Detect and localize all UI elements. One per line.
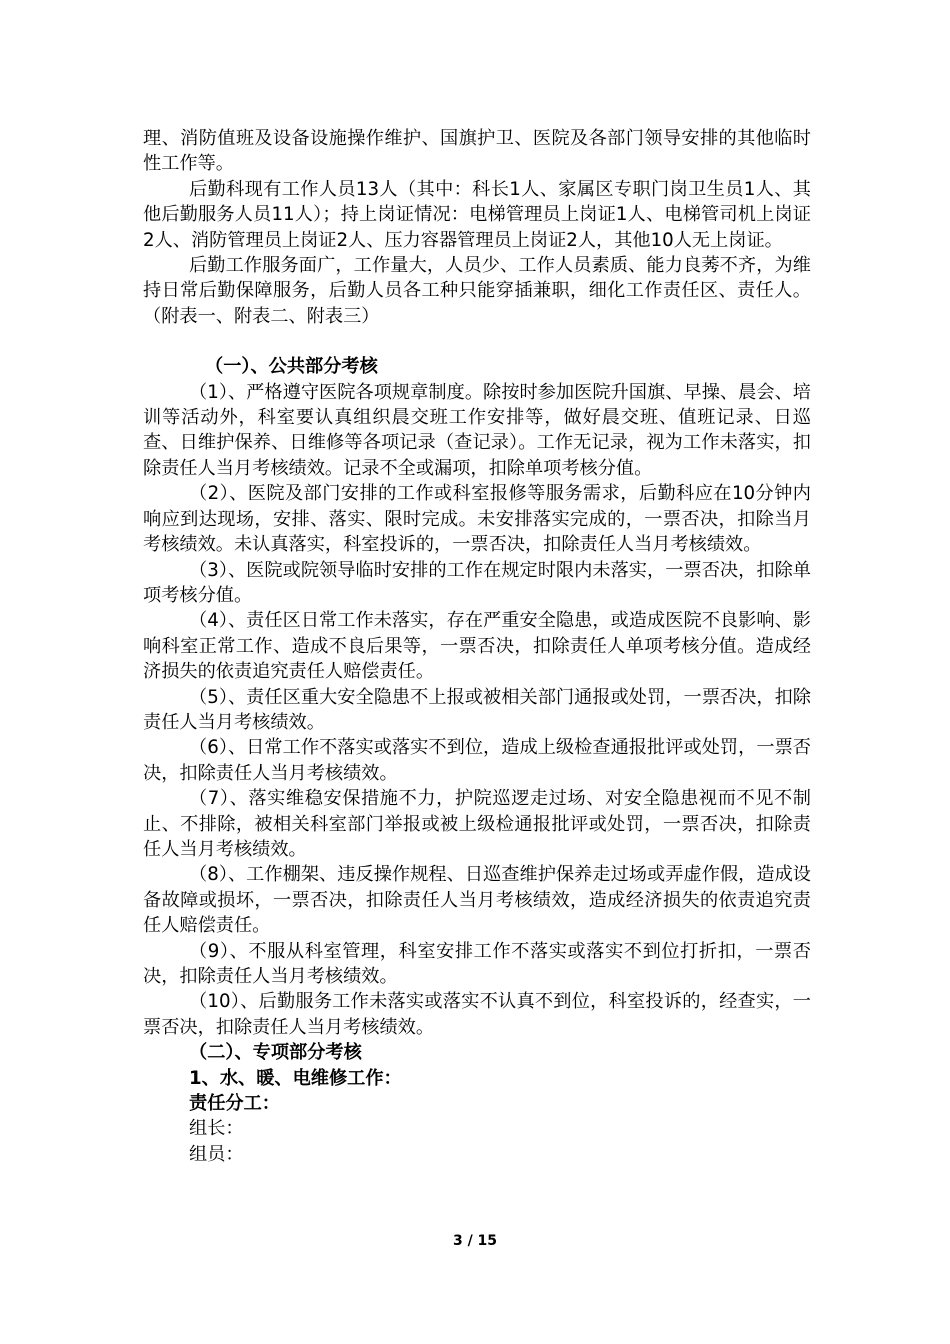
section1-item: （7）、落实维稳安保措施不力，护院巡逻走过场、对安全隐患视而不见不制止、不排除，被相关科室部门举报或被上级检通报批评或处罚，一票否决，扣除责任人当月考核绩效。 [143, 788, 811, 860]
section1-heading: （一）、公共部分考核 [205, 356, 378, 378]
page-number: 3 / 15 [452, 1233, 498, 1249]
paragraph-staff: 后勤科现有工作人员13人（其中：科长1人、家属区专职门岗卫生员1人、其他后勤服务人员11人）；持上岗证情况：电梯管理员上岗证1人、电梯管司机上岗证2人、消防管理员上岗证2人、压力容器管理员上岗证2人，其他10人无上岗证。 [143, 178, 811, 251]
section2-subheading: 1、水、暖、电维修工作： [189, 1067, 402, 1089]
section2-heading: （二）、专项部分考核 [189, 1042, 362, 1064]
section1-item: （9）、不服从科室管理，科室安排工作不落实或落实不到位打折扣，一票否决，扣除责任人当月考核绩效。 [143, 940, 811, 987]
section1-item: （3）、医院或院领导临时安排的工作在规定时限内未落实，一票否决，扣除单项考核分值。 [143, 559, 811, 606]
paragraph-service: 后勤工作服务面广，工作量大，人员少、工作人员素质、能力良莠不齐，为维持日常后勤保障服务，后勤人员各工种只能穿插兼职，细化工作责任区、责任人。（附表一、附表二、附表三） [143, 255, 811, 327]
section1-item: （4）、责任区日常工作未落实，存在严重安全隐患，或造成医院不良影响、影响科室正常工作、造成不良后果等，一票否决，扣除责任人单项考核分值。造成经济损失的依责追究责任人赔偿责任。 [143, 610, 811, 683]
spacer [143, 329, 811, 354]
section1-item: （8）、工作棚架、违反操作规程、日巡查维护保养走过场或弄虚作假，造成设备故障或损坏，一票否决，扣除责任人当月考核绩效，造成经济损失的依责追究责任人赔偿责任。 [143, 864, 811, 937]
section1-item: （5）、责任区重大安全隐患不上报或被相关部门通报或处罚，一票否决，扣除责任人当月考核绩效。 [143, 686, 811, 733]
section1-item: （10）、后勤服务工作未落实或落实不认真不到位，科室投诉的，经查实，一票否决，扣除责任人当月考核绩效。 [143, 991, 811, 1038]
leader-label: 组长： [189, 1118, 244, 1140]
section1-item: （6）、日常工作不落实或落实不到位，造成上级检查通报批评或处罚，一票否决，扣除责任人当月考核绩效。 [143, 737, 811, 784]
page-body [143, 126, 811, 1167]
duty-heading: 责任分工： [189, 1093, 280, 1115]
section1-item: （1）、严格遵守医院各项规章制度。除按时参加医院升国旗、早操、晨会、培训等活动外，科室要认真组织晨交班工作安排等，做好晨交班、值班记录、日巡查、日维护保养、日维修等各项记录（查记录）。工作无记录，视为工作未落实，扣除责任人当月考核绩效。记录不全或漏项，扣除单项考核分值。 [143, 381, 811, 479]
paragraph-intro-continued: 理、消防值班及设备设施操作维护、国旗护卫、医院及各部门领导安排的其他临时性工作等。 [143, 128, 811, 175]
section1-item: （2）、医院及部门安排的工作或科室报修等服务需求，后勤科应在10分钟内响应到达现场，安排、落实、限时完成。未安排落实完成的，一票否决，扣除当月考核绩效。未认真落实，科室投诉的，一票否决，扣除责任人当月考核绩效。 [143, 483, 811, 556]
member-label: 组员： [189, 1143, 244, 1165]
